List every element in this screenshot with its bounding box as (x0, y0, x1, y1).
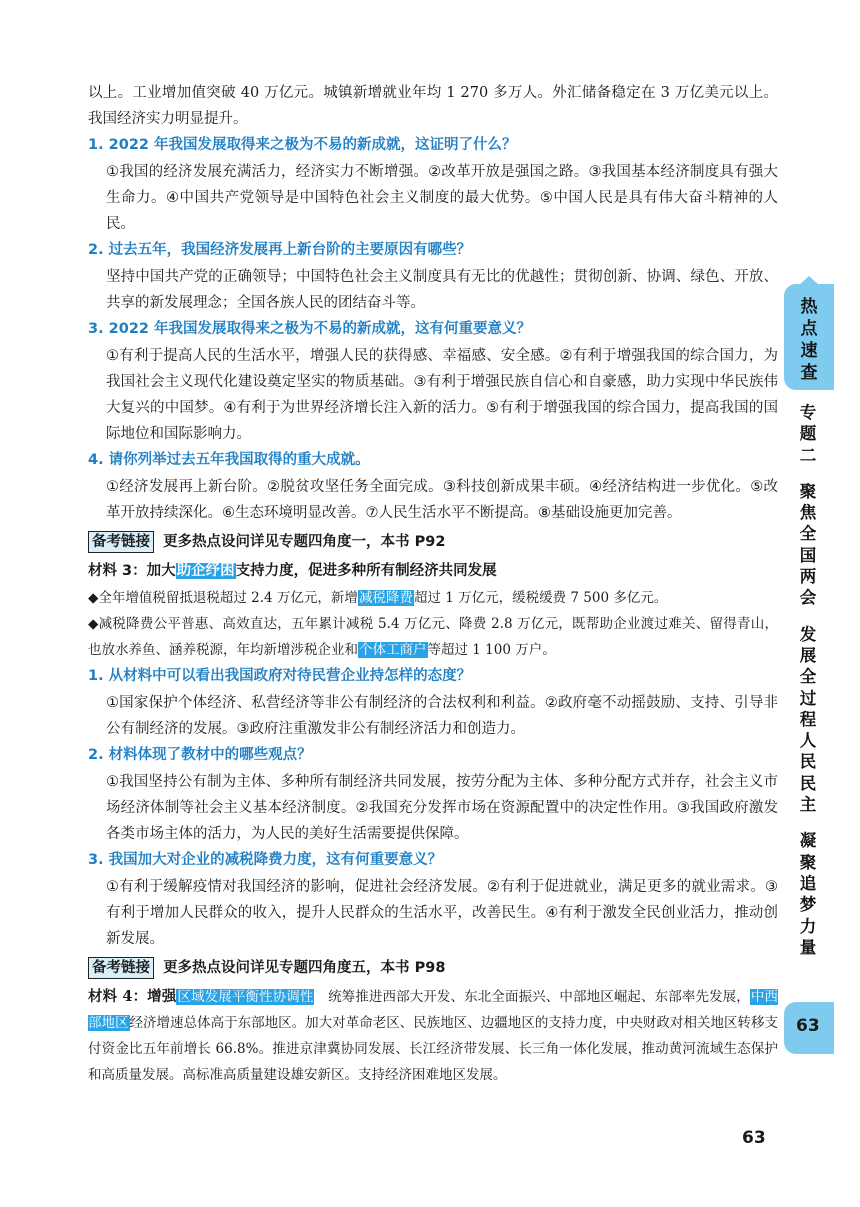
page-tab (784, 1002, 834, 1054)
material-4-text: 统筹推进西部大开发、东北全面振兴、中部地区崛起、东部率先发展， (314, 989, 750, 1005)
material-4-prefix: 材料 4：增强 (88, 988, 177, 1005)
highlight-term: 中西部地区 (88, 989, 779, 1031)
question-3: 3. 2022 年我国发展取得来之极为不易的新成就，这有何重要意义？ (88, 321, 532, 337)
material-3-bullet-1 (88, 585, 778, 611)
material-3-title (88, 558, 778, 585)
study-link-badge: 备考链接 (88, 531, 154, 553)
side-tab-label: 热点速查 (800, 297, 818, 383)
side-line-3: 凝聚追梦力量 (799, 831, 817, 957)
material-4 (88, 984, 778, 1088)
side-topic-text (796, 402, 820, 958)
question-2: 2. 过去五年，我国经济发展再上新台阶的主要原因有哪些？ (88, 242, 472, 258)
highlight-term: 减税降费 (358, 590, 413, 606)
m3-answer-1: ①国家保护个体经济、私营经济等非公有制经济的合法权利和利益。②政府毫不动摇鼓励、支持、引导非公有制经济的发展。③政府注重激发非公有制经济活力和创造力。 (106, 695, 778, 737)
m3-question-2: 2. 材料体现了教材中的哪些观点？ (88, 747, 312, 763)
bullet-text: ◆减税降费公平普惠、高效直达，五年累计减税 5.4 万亿元、降费 2.8 万亿元，既帮助企业渡过难关、留得青山，也放水养鱼、涵养税源，年均新增涉税企业和 (88, 616, 778, 658)
side-line-1: 聚焦全国两会 (799, 481, 817, 608)
study-link-1 (88, 528, 778, 556)
page-content (88, 80, 778, 1088)
material-4-text: 经济增速总体高于东部地区。加大对革命老区、民族地区、边疆地区的支持力度，中央财政对相关地区转移支付资金比五年前增长 66.8%。推进京津冀协同发展、长江经济带发展、长三角一体化发展，推动黄河流域生态保护和高质量发展。高标准高质量建设雄安新区。支持经济困难地区发展。 (88, 1015, 778, 1083)
m3-question-3: 3. 我国加大对企业的减税降费力度，这有何重要意义？ (88, 852, 443, 868)
material-3-bullet-2 (88, 611, 778, 663)
question-4: 4. 请你列举过去五年我国取得的重大成就。 (88, 452, 370, 468)
highlight-term: 助企纾困 (176, 563, 235, 579)
highlight-term: 个体工商户 (359, 642, 427, 658)
study-link-text: 更多热点设问详见专题四角度一，本书 P92 (163, 534, 446, 550)
page-tab-number: 63 (796, 1016, 820, 1036)
material-3-prefix: 材料 3：加大 (88, 563, 176, 579)
bullet-text: ◆全年增值税留抵退税超过 2.4 万亿元，新增 (88, 590, 358, 606)
question-1: 1. 2022 年我国发展取得来之极为不易的新成就，这证明了什么？ (88, 137, 517, 153)
study-link-2 (88, 954, 778, 982)
bullet-text: 超过 1 万亿元，缓税缓费 7 500 多亿元。 (413, 590, 668, 606)
material-3-suffix: 支持力度，促进多种所有制经济共同发展 (235, 563, 497, 579)
page-number: 63 (742, 1128, 766, 1148)
study-link-badge: 备考链接 (88, 957, 154, 979)
answer-4: ①经济发展再上新台阶。②脱贫攻坚任务全面完成。③科技创新成果丰硕。④经济结构进一步优化。⑤改革开放持续深化。⑥生态环境明显改善。⑦人民生活水平不断提高。⑧基础设施更加完善。 (106, 479, 778, 521)
answer-1: ①我国的经济发展充满活力，经济实力不断增强。②改革开放是强国之路。③我国基本经济制度具有强大生命力。④中国共产党领导是中国特色社会主义制度的最大优势。⑤中国人民是具有伟大奋斗精神的人民。 (106, 164, 778, 232)
m3-answer-3: ①有利于缓解疫情对我国经济的影响，促进社会经济发展。②有利于促进就业，满足更多的就业需求。③有利于增加人民群众的收入，提升人民群众的生活水平，改善民生。④有利于激发全民创业活力，推动创新发展。 (106, 879, 778, 947)
answer-3: ①有利于提高人民的生活水平，增强人民的获得感、幸福感、安全感。②有利于增强我国的综合国力，为我国社会主义现代化建设奠定坚实的物质基础。③有利于增强民族自信心和自豪感，助力实现中华民族伟大复兴的中国梦。④有利于为世界经济增长注入新的活力。⑤有利于增强我国的综合国力，提高我国的国际地位和国际影响力。 (106, 348, 778, 442)
side-line-2: 发展全过程人民民主 (799, 624, 817, 815)
study-link-text: 更多热点设问详见专题四角度五，本书 P98 (163, 960, 446, 976)
m3-question-1: 1. 从材料中可以看出我国政府对待民营企业持怎样的态度？ (88, 668, 472, 684)
bullet-text: 等超过 1 100 万户。 (427, 642, 556, 658)
m3-answer-2: ①我国坚持公有制为主体、多种所有制经济共同发展，按劳分配为主体、多种分配方式并存，社会主义市场经济体制等社会主义基本经济制度。②我国充分发挥市场在资源配置中的决定性作用。③我国政府激发各类市场主体的活力，为人民的美好生活需要提供保障。 (106, 774, 778, 842)
answer-2: 坚持中国共产党的正确领导；中国特色社会主义制度具有无比的优越性；贯彻创新、协调、绿色、开放、共享的新发展理念；全国各族人民的团结奋斗等。 (106, 269, 778, 311)
side-topic: 专题二 (799, 403, 817, 465)
intro-paragraph: 以上。工业增加值突破 40 万亿元。城镇新增就业年均 1 270 多万人。外汇储备稳定在 3 万亿美元以上。我国经济实力明显提升。 (88, 85, 778, 127)
highlight-term: 区域发展平衡性协调性 (177, 989, 314, 1005)
